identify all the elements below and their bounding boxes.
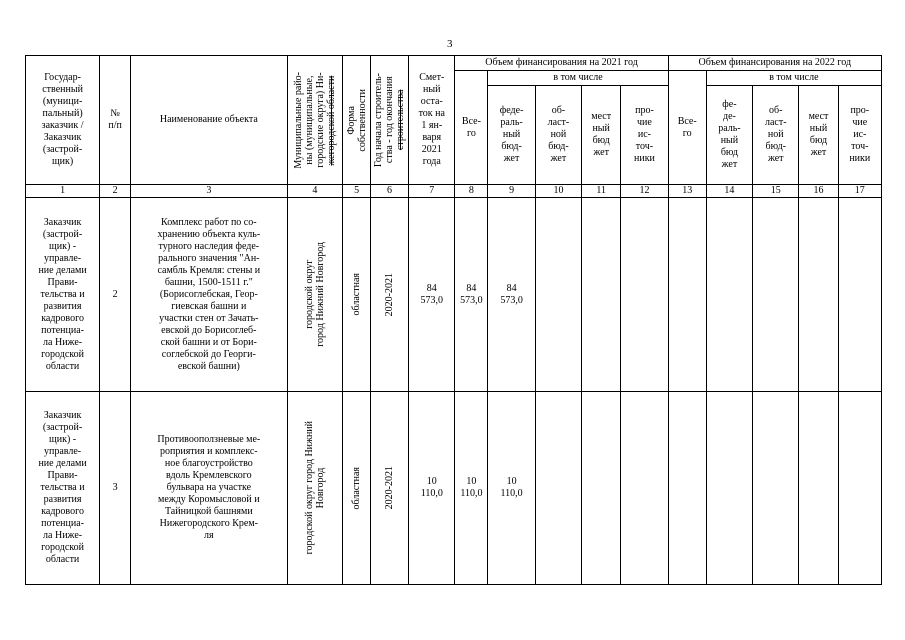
object-name-cell: Противооползневые ме- роприятия и комплекс- ное благоустройство вдоль Кремлевского бульвара на участке между Коромысловой и Тайницкой башнями Нижегородского Крем- ля [131, 392, 288, 585]
col-num-11: 11 [582, 185, 621, 198]
col-num-9: 9 [488, 185, 535, 198]
col-num-16: 16 [799, 185, 838, 198]
municipality-cell: городской округ город Нижний Новгород [287, 198, 343, 392]
header-years: Год начала строитель- ства - год окончания строительства [371, 56, 409, 185]
header-federal-2022: фе- де- раль- ный бюд жет [706, 86, 752, 185]
header-total-2021: Все- го [455, 71, 488, 185]
empty-cell [668, 198, 706, 392]
col-num-7: 7 [409, 185, 455, 198]
col-num-1: 1 [26, 185, 100, 198]
ownership-cell: областная [343, 198, 371, 392]
header-other-2021: про- чие ис- точ- ники [621, 86, 668, 185]
federal-2021-cell: 84 573,0 [488, 198, 535, 392]
federal-2021-cell: 10 110,0 [488, 392, 535, 585]
estimate-cell: 84 573,0 [409, 198, 455, 392]
empty-cell [799, 198, 838, 392]
years-cell: 2020-2021 [371, 392, 409, 585]
total-2021-cell: 84 573,0 [455, 198, 488, 392]
header-fin-2021: Объем финансирования на 2021 год [455, 56, 668, 71]
empty-cell [582, 198, 621, 392]
col-num-10: 10 [535, 185, 581, 198]
col-num-2: 2 [100, 185, 131, 198]
empty-cell [621, 392, 668, 585]
table-row [26, 392, 882, 585]
ownership-cell: областная [343, 392, 371, 585]
col-num-13: 13 [668, 185, 706, 198]
col-num-4: 4 [287, 185, 343, 198]
header-federal-2021: феде- раль- ный бюд- жет [488, 86, 535, 185]
municipality-cell: городской округ город Нижний Новгород [287, 392, 343, 585]
col-num-8: 8 [455, 185, 488, 198]
table-row [26, 198, 882, 392]
empty-cell [799, 392, 838, 585]
empty-cell [535, 198, 581, 392]
row-number: 3 [100, 392, 131, 585]
header-incl-2021: в том числе [488, 71, 668, 86]
col-num-14: 14 [706, 185, 752, 198]
empty-cell [621, 198, 668, 392]
header-estimate: Смет- ный оста- ток на 1 ян- варя 2021 года [409, 56, 455, 185]
header-local-2022: мест ный бюд жет [799, 86, 838, 185]
column-number-row [26, 185, 882, 198]
header-row-1 [26, 56, 882, 71]
years-cell: 2020-2021 [371, 198, 409, 392]
financing-table [25, 55, 882, 585]
empty-cell [706, 198, 752, 392]
header-num: № п/п [100, 56, 131, 185]
col-num-5: 5 [343, 185, 371, 198]
col-num-12: 12 [621, 185, 668, 198]
empty-cell [838, 198, 881, 392]
col-num-3: 3 [131, 185, 288, 198]
header-customer: Государ- ственный (муници- пальный) заказчик / Заказчик (застрой- щик) [26, 56, 100, 185]
total-2021-cell: 10 110,0 [455, 392, 488, 585]
header-regional-2022: об- ласт- ной бюд- жет [753, 86, 799, 185]
empty-cell [582, 392, 621, 585]
col-num-6: 6 [371, 185, 409, 198]
header-other-2022: про- чие ис- точ- ники [838, 86, 881, 185]
col-num-15: 15 [753, 185, 799, 198]
customer-cell: Заказчик (застрой- щик) - управле- ние делами Прави- тельства и развития кадрового потенциа- ла Ниже- городской области [26, 198, 100, 392]
header-fin-2022: Объем финансирования на 2022 год [668, 56, 881, 71]
empty-cell [535, 392, 581, 585]
header-total-2022: Все- го [668, 71, 706, 185]
empty-cell [706, 392, 752, 585]
page-number: 3 [447, 38, 453, 50]
header-municipality: Муниципальные райо- ны (муниципальные, городские округа) Ни- жегородской области [287, 56, 343, 185]
header-ownership: Форма собственности [343, 56, 371, 185]
header-incl-2022: в том числе [706, 71, 881, 86]
empty-cell [668, 392, 706, 585]
estimate-cell: 10 110,0 [409, 392, 455, 585]
empty-cell [753, 198, 799, 392]
object-name-cell: Комплекс работ по со- хранению объекта куль- турного наследия феде- рального значения "Ан- самбль Кремля: стены и башни, 1500-1511 г." (Борисоглебская, Геор- гиевская башни и участки стен от Зачать- евской до Борисоглеб- ской башни и от Бори- соглебской до Георги- евской башни) [131, 198, 288, 392]
empty-cell [838, 392, 881, 585]
empty-cell [753, 392, 799, 585]
header-local-2021: мест ный бюд жет [582, 86, 621, 185]
customer-cell: Заказчик (застрой- щик) - управле- ние делами Прави- тельства и развития кадрового потенциа- ла Ниже- городской области [26, 392, 100, 585]
row-number: 2 [100, 198, 131, 392]
col-num-17: 17 [838, 185, 881, 198]
header-object-name: Наименование объекта [131, 56, 288, 185]
header-regional-2021: об- ласт- ной бюд- жет [535, 86, 581, 185]
